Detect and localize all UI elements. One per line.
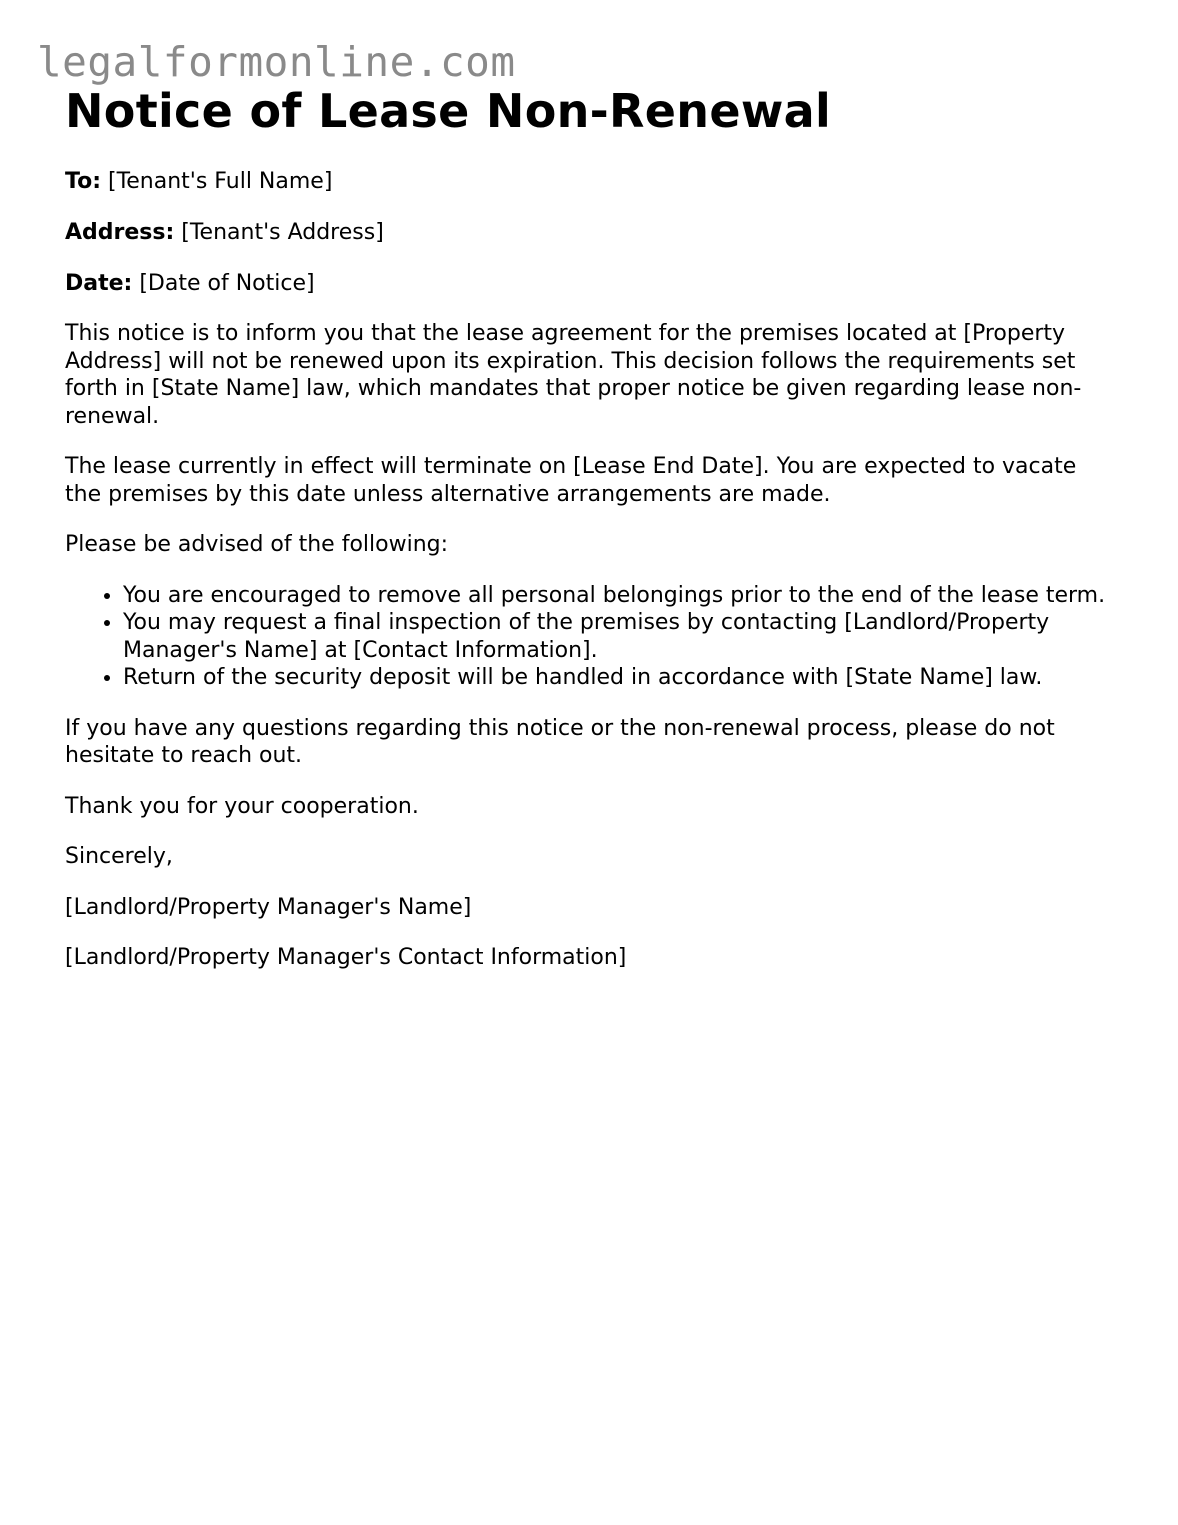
watermark: legalformonline.com bbox=[37, 38, 516, 86]
page-title: Notice of Lease Non-Renewal bbox=[65, 84, 832, 138]
questions-paragraph: If you have any questions regarding this notice or the non-renewal process, please do not hesitate to reach out. bbox=[65, 715, 1055, 768]
thanks-paragraph: Thank you for your cooperation. bbox=[65, 793, 419, 819]
intro-paragraph: This notice is to inform you that the lease agreement for the premises located at [Property Address] will not be renewed upon its expiration. This decision follows the requirements set forth in [State Name] law, which mandates that proper notice be given regarding lease non-renewal. bbox=[65, 321, 1082, 429]
advisory-paragraph: Please be advised of the following: bbox=[65, 532, 449, 557]
signoff: Sincerely, bbox=[65, 844, 173, 869]
to-field bbox=[65, 168, 1115, 195]
signer-contact: [Landlord/Property Manager's Contact Information] bbox=[65, 945, 627, 970]
document-body bbox=[65, 82, 1115, 972]
advisory-list bbox=[65, 582, 1115, 692]
list-item: • You may request a final inspection of the premises by contacting [Landlord/Property Manager's Name] at [Contact Information]. bbox=[123, 609, 1115, 664]
termination-paragraph: The lease currently in effect will terminate on [Lease End Date]. You are expected to vacate the premises by this date unless alternative arrangements are made. bbox=[65, 454, 1077, 507]
to-value: [Tenant's Full Name] bbox=[101, 169, 333, 194]
address-value: [Tenant's Address] bbox=[174, 220, 384, 245]
list-item: • Return of the security deposit will be handled in accordance with [State Name] law. bbox=[123, 664, 1115, 692]
date-label: Date: bbox=[65, 271, 133, 296]
address-label: Address: bbox=[65, 220, 175, 245]
address-field bbox=[65, 219, 1115, 246]
to-label: To: bbox=[65, 169, 101, 194]
signer-name: [Landlord/Property Manager's Name] bbox=[65, 894, 472, 920]
date-value: [Date of Notice] bbox=[132, 271, 315, 296]
date-field bbox=[65, 270, 1115, 297]
list-item: • You are encouraged to remove all personal belongings prior to the end of the lease term. bbox=[123, 582, 1115, 610]
